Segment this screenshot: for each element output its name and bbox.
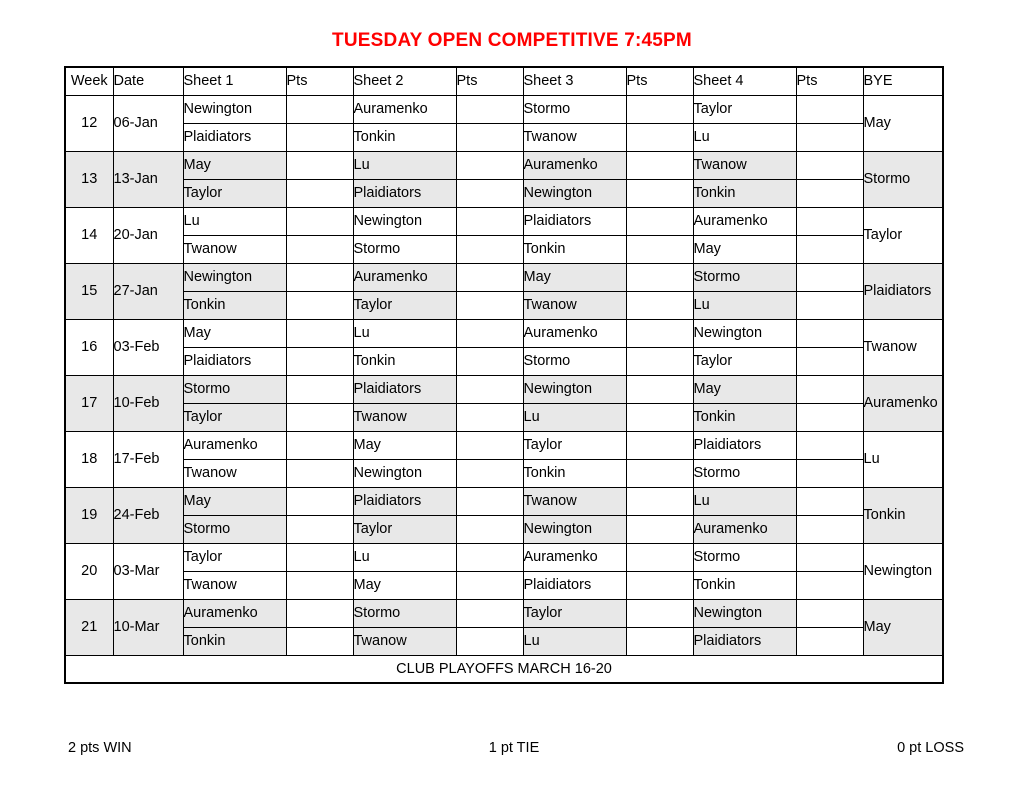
table-row (65, 319, 943, 347)
column-header: Sheet 4 (693, 67, 796, 95)
column-header: Pts (286, 67, 353, 95)
team-name-sheet-3: Twanow (523, 487, 626, 515)
points-entry-sheet-4[interactable] (796, 151, 863, 179)
team-name-sheet-3: May (523, 263, 626, 291)
bye-team: Newington (863, 543, 943, 599)
table-row (65, 375, 943, 403)
team-name-sheet-4: Tonkin (693, 179, 796, 207)
team-name-sheet-1: May (183, 151, 286, 179)
team-name-sheet-1: Auramenko (183, 431, 286, 459)
team-name-sheet-2: May (353, 431, 456, 459)
table-row (65, 487, 943, 515)
team-name-sheet-1: Tonkin (183, 291, 286, 319)
bye-team: May (863, 95, 943, 151)
team-name-sheet-2: Twanow (353, 627, 456, 655)
week-number: 12 (65, 95, 113, 151)
playoffs-row (65, 655, 943, 683)
match-date: 10-Mar (113, 599, 183, 655)
team-name-sheet-3: Twanow (523, 291, 626, 319)
points-entry-sheet-3[interactable] (626, 179, 693, 207)
bye-team: Plaidiators (863, 263, 943, 319)
week-number: 18 (65, 431, 113, 487)
team-name-sheet-3: Twanow (523, 123, 626, 151)
schedule-table (64, 66, 944, 684)
team-name-sheet-2: Taylor (353, 515, 456, 543)
team-name-sheet-3: Taylor (523, 431, 626, 459)
match-date: 03-Feb (113, 319, 183, 375)
table-row (65, 151, 943, 179)
team-name-sheet-1: Auramenko (183, 599, 286, 627)
match-date: 24-Feb (113, 487, 183, 543)
table-row (65, 263, 943, 291)
points-entry-sheet-1[interactable] (286, 179, 353, 207)
team-name-sheet-2: Lu (353, 151, 456, 179)
team-name-sheet-2: Auramenko (353, 95, 456, 123)
team-name-sheet-3: Stormo (523, 347, 626, 375)
points-entry-sheet-1[interactable] (286, 347, 353, 375)
points-entry-sheet-3[interactable] (626, 403, 693, 431)
points-entry-sheet-4[interactable] (796, 235, 863, 263)
points-entry-sheet-1[interactable] (286, 95, 353, 123)
table-row (65, 459, 943, 487)
points-entry-sheet-3[interactable] (626, 319, 693, 347)
points-entry-sheet-2[interactable] (456, 291, 523, 319)
column-header: Week (65, 67, 113, 95)
column-header: Date (113, 67, 183, 95)
team-name-sheet-3: Auramenko (523, 543, 626, 571)
team-name-sheet-4: Lu (693, 487, 796, 515)
team-name-sheet-4: Tonkin (693, 403, 796, 431)
footer-win: 2 pts WIN (68, 740, 132, 756)
points-entry-sheet-2[interactable] (456, 627, 523, 655)
points-entry-sheet-2[interactable] (456, 459, 523, 487)
team-name-sheet-4: Auramenko (693, 207, 796, 235)
points-entry-sheet-4[interactable] (796, 459, 863, 487)
points-entry-sheet-3[interactable] (626, 347, 693, 375)
points-entry-sheet-1[interactable] (286, 151, 353, 179)
bye-team: May (863, 599, 943, 655)
table-row (65, 403, 943, 431)
week-number: 21 (65, 599, 113, 655)
points-entry-sheet-3[interactable] (626, 151, 693, 179)
points-entry-sheet-2[interactable] (456, 151, 523, 179)
points-entry-sheet-3[interactable] (626, 207, 693, 235)
match-date: 10-Feb (113, 375, 183, 431)
team-name-sheet-4: Taylor (693, 95, 796, 123)
column-header: Pts (796, 67, 863, 95)
points-entry-sheet-3[interactable] (626, 95, 693, 123)
page-title: TUESDAY OPEN COMPETITIVE 7:45PM (332, 30, 692, 51)
team-name-sheet-1: May (183, 487, 286, 515)
points-entry-sheet-4[interactable] (796, 487, 863, 515)
team-name-sheet-2: Plaidiators (353, 179, 456, 207)
match-date: 03-Mar (113, 543, 183, 599)
points-entry-sheet-3[interactable] (626, 487, 693, 515)
team-name-sheet-1: Twanow (183, 235, 286, 263)
team-name-sheet-2: Plaidiators (353, 375, 456, 403)
playoffs-label: CLUB PLAYOFFS MARCH 16-20 (65, 655, 943, 683)
team-name-sheet-3: Newington (523, 179, 626, 207)
team-name-sheet-4: Newington (693, 319, 796, 347)
team-name-sheet-1: Plaidiators (183, 347, 286, 375)
points-entry-sheet-2[interactable] (456, 543, 523, 571)
column-header: Sheet 1 (183, 67, 286, 95)
points-entry-sheet-2[interactable] (456, 375, 523, 403)
team-name-sheet-3: Auramenko (523, 151, 626, 179)
points-entry-sheet-2[interactable] (456, 179, 523, 207)
team-name-sheet-4: Lu (693, 123, 796, 151)
points-entry-sheet-2[interactable] (456, 571, 523, 599)
points-entry-sheet-3[interactable] (626, 515, 693, 543)
column-header: Pts (456, 67, 523, 95)
team-name-sheet-4: Stormo (693, 459, 796, 487)
week-number: 19 (65, 487, 113, 543)
footer-tie: 1 pt TIE (488, 740, 540, 756)
points-entry-sheet-2[interactable] (456, 599, 523, 627)
table-row (65, 207, 943, 235)
team-name-sheet-4: Plaidiators (693, 431, 796, 459)
points-entry-sheet-4[interactable] (796, 375, 863, 403)
points-entry-sheet-4[interactable] (796, 95, 863, 123)
points-entry-sheet-1[interactable] (286, 571, 353, 599)
table-row (65, 123, 943, 151)
match-date: 13-Jan (113, 151, 183, 207)
match-date: 20-Jan (113, 207, 183, 263)
points-entry-sheet-3[interactable] (626, 599, 693, 627)
table-header-row (65, 67, 943, 95)
column-header: BYE (863, 67, 943, 95)
points-entry-sheet-4[interactable] (796, 179, 863, 207)
points-entry-sheet-4[interactable] (796, 123, 863, 151)
team-name-sheet-2: Auramenko (353, 263, 456, 291)
points-entry-sheet-4[interactable] (796, 627, 863, 655)
points-entry-sheet-1[interactable] (286, 291, 353, 319)
points-entry-sheet-2[interactable] (456, 515, 523, 543)
team-name-sheet-4: Auramenko (693, 515, 796, 543)
bye-team: Taylor (863, 207, 943, 263)
points-entry-sheet-4[interactable] (796, 543, 863, 571)
points-entry-sheet-3[interactable] (626, 263, 693, 291)
team-name-sheet-1: Taylor (183, 403, 286, 431)
points-entry-sheet-2[interactable] (456, 487, 523, 515)
team-name-sheet-3: Tonkin (523, 235, 626, 263)
team-name-sheet-3: Stormo (523, 95, 626, 123)
week-number: 17 (65, 375, 113, 431)
points-entry-sheet-4[interactable] (796, 347, 863, 375)
bye-team: Auramenko (863, 375, 943, 431)
points-entry-sheet-2[interactable] (456, 95, 523, 123)
team-name-sheet-2: Lu (353, 543, 456, 571)
points-entry-sheet-1[interactable] (286, 543, 353, 571)
column-header: Sheet 2 (353, 67, 456, 95)
points-entry-sheet-2[interactable] (456, 347, 523, 375)
week-number: 14 (65, 207, 113, 263)
team-name-sheet-1: Taylor (183, 179, 286, 207)
team-name-sheet-3: Plaidiators (523, 571, 626, 599)
points-entry-sheet-3[interactable] (626, 459, 693, 487)
points-entry-sheet-3[interactable] (626, 123, 693, 151)
team-name-sheet-2: Tonkin (353, 123, 456, 151)
week-number: 20 (65, 543, 113, 599)
team-name-sheet-2: Tonkin (353, 347, 456, 375)
team-name-sheet-4: May (693, 375, 796, 403)
points-entry-sheet-4[interactable] (796, 599, 863, 627)
team-name-sheet-4: Plaidiators (693, 627, 796, 655)
bye-team: Stormo (863, 151, 943, 207)
team-name-sheet-4: Stormo (693, 543, 796, 571)
team-name-sheet-1: Taylor (183, 543, 286, 571)
points-entry-sheet-4[interactable] (796, 319, 863, 347)
week-number: 15 (65, 263, 113, 319)
table-row (65, 235, 943, 263)
table-row (65, 347, 943, 375)
points-entry-sheet-3[interactable] (626, 571, 693, 599)
points-entry-sheet-4[interactable] (796, 571, 863, 599)
points-entry-sheet-4[interactable] (796, 431, 863, 459)
bye-team: Twanow (863, 319, 943, 375)
team-name-sheet-1: Twanow (183, 459, 286, 487)
points-entry-sheet-3[interactable] (626, 627, 693, 655)
team-name-sheet-3: Newington (523, 515, 626, 543)
points-entry-sheet-4[interactable] (796, 207, 863, 235)
team-name-sheet-1: Twanow (183, 571, 286, 599)
team-name-sheet-2: Plaidiators (353, 487, 456, 515)
team-name-sheet-2: Stormo (353, 599, 456, 627)
bye-team: Lu (863, 431, 943, 487)
points-entry-sheet-1[interactable] (286, 403, 353, 431)
points-entry-sheet-1[interactable] (286, 627, 353, 655)
column-header: Sheet 3 (523, 67, 626, 95)
team-name-sheet-2: Stormo (353, 235, 456, 263)
team-name-sheet-1: May (183, 319, 286, 347)
points-entry-sheet-1[interactable] (286, 487, 353, 515)
points-entry-sheet-2[interactable] (456, 263, 523, 291)
points-entry-sheet-1[interactable] (286, 599, 353, 627)
points-entry-sheet-1[interactable] (286, 207, 353, 235)
week-number: 16 (65, 319, 113, 375)
points-entry-sheet-2[interactable] (456, 431, 523, 459)
team-name-sheet-4: Twanow (693, 151, 796, 179)
team-name-sheet-1: Plaidiators (183, 123, 286, 151)
team-name-sheet-1: Newington (183, 95, 286, 123)
points-entry-sheet-4[interactable] (796, 403, 863, 431)
table-row (65, 543, 943, 571)
team-name-sheet-4: Newington (693, 599, 796, 627)
team-name-sheet-3: Plaidiators (523, 207, 626, 235)
points-entry-sheet-4[interactable] (796, 291, 863, 319)
table-row (65, 291, 943, 319)
points-entry-sheet-2[interactable] (456, 235, 523, 263)
team-name-sheet-2: Lu (353, 319, 456, 347)
points-entry-sheet-2[interactable] (456, 403, 523, 431)
bye-team: Tonkin (863, 487, 943, 543)
team-name-sheet-3: Lu (523, 403, 626, 431)
points-entry-sheet-2[interactable] (456, 207, 523, 235)
team-name-sheet-3: Auramenko (523, 319, 626, 347)
team-name-sheet-4: Lu (693, 291, 796, 319)
points-entry-sheet-1[interactable] (286, 123, 353, 151)
team-name-sheet-3: Newington (523, 375, 626, 403)
team-name-sheet-3: Tonkin (523, 459, 626, 487)
team-name-sheet-2: Newington (353, 207, 456, 235)
points-entry-sheet-3[interactable] (626, 375, 693, 403)
team-name-sheet-4: Tonkin (693, 571, 796, 599)
team-name-sheet-2: Twanow (353, 403, 456, 431)
points-entry-sheet-1[interactable] (286, 319, 353, 347)
team-name-sheet-4: Stormo (693, 263, 796, 291)
team-name-sheet-1: Tonkin (183, 627, 286, 655)
points-entry-sheet-1[interactable] (286, 431, 353, 459)
points-entry-sheet-1[interactable] (286, 263, 353, 291)
points-entry-sheet-2[interactable] (456, 319, 523, 347)
table-row (65, 179, 943, 207)
points-entry-sheet-1[interactable] (286, 375, 353, 403)
points-entry-sheet-3[interactable] (626, 431, 693, 459)
schedule-table-wrapper (64, 66, 938, 684)
team-name-sheet-3: Lu (523, 627, 626, 655)
team-name-sheet-2: Taylor (353, 291, 456, 319)
table-row (65, 431, 943, 459)
table-row (65, 515, 943, 543)
team-name-sheet-2: Newington (353, 459, 456, 487)
team-name-sheet-1: Lu (183, 207, 286, 235)
team-name-sheet-3: Taylor (523, 599, 626, 627)
table-row (65, 95, 943, 123)
team-name-sheet-4: Taylor (693, 347, 796, 375)
points-entry-sheet-4[interactable] (796, 263, 863, 291)
points-entry-sheet-3[interactable] (626, 291, 693, 319)
points-entry-sheet-1[interactable] (286, 235, 353, 263)
points-entry-sheet-3[interactable] (626, 543, 693, 571)
points-entry-sheet-3[interactable] (626, 235, 693, 263)
team-name-sheet-1: Newington (183, 263, 286, 291)
match-date: 17-Feb (113, 431, 183, 487)
team-name-sheet-1: Stormo (183, 375, 286, 403)
points-entry-sheet-2[interactable] (456, 123, 523, 151)
team-name-sheet-1: Stormo (183, 515, 286, 543)
table-row (65, 571, 943, 599)
points-entry-sheet-1[interactable] (286, 459, 353, 487)
footer-loss: 0 pt LOSS (897, 740, 964, 756)
points-entry-sheet-4[interactable] (796, 515, 863, 543)
team-name-sheet-4: May (693, 235, 796, 263)
points-entry-sheet-1[interactable] (286, 515, 353, 543)
team-name-sheet-2: May (353, 571, 456, 599)
match-date: 06-Jan (113, 95, 183, 151)
match-date: 27-Jan (113, 263, 183, 319)
table-row (65, 627, 943, 655)
column-header: Pts (626, 67, 693, 95)
week-number: 13 (65, 151, 113, 207)
table-row (65, 599, 943, 627)
